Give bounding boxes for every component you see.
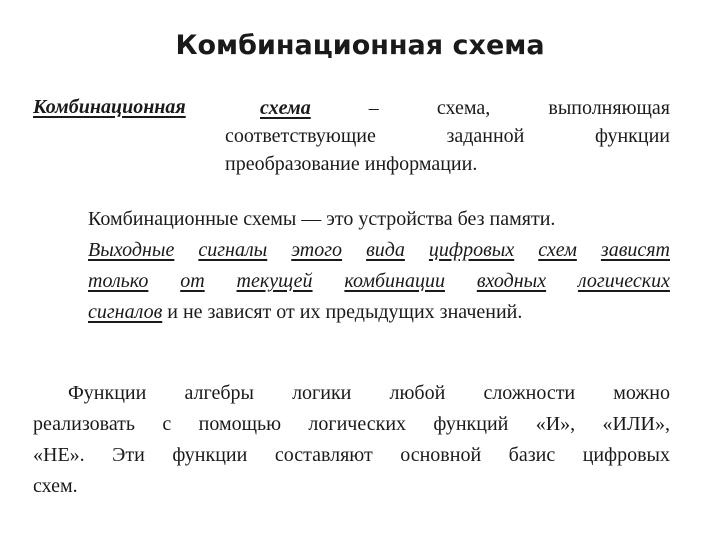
definition-line-3: преобразование информации. — [225, 153, 478, 175]
combinational-word: текущей — [236, 270, 313, 292]
combinational-line-2 — [88, 235, 670, 266]
functions-word: можно — [613, 382, 670, 404]
functions-word: функции — [172, 444, 248, 466]
definition-word: соответствующие — [225, 125, 376, 147]
functions-line-4: схем. — [33, 475, 78, 497]
definition-word: выполняющая — [548, 97, 670, 119]
page-title: Комбинационная схема — [175, 30, 545, 61]
definition-term-text: Комбинационная — [33, 96, 186, 118]
functions-word: функций — [433, 413, 509, 435]
combinational-word: схем — [538, 239, 577, 261]
combinational-word: зависят — [600, 239, 670, 261]
combinational-word: цифровых — [428, 239, 515, 261]
functions-word: реализовать — [33, 413, 136, 435]
functions-word: помощью — [198, 413, 282, 435]
functions-word: логики — [292, 382, 352, 404]
combinational-word: комбинации — [344, 270, 445, 292]
definition-line-1 — [225, 94, 670, 122]
combinational-paragraph — [88, 204, 670, 328]
combinational-word: входных — [476, 270, 547, 292]
functions-line-1 — [33, 378, 670, 409]
combinational-word: Выходные — [88, 239, 175, 261]
combinational-word: этого — [291, 239, 343, 261]
functions-word: сложности — [483, 382, 576, 404]
functions-word: основной — [400, 444, 482, 466]
combinational-line-4 — [88, 297, 670, 328]
functions-word: составляют — [274, 444, 373, 466]
definition-word: схема — [260, 97, 311, 119]
combinational-word: сигналов — [88, 301, 163, 323]
combinational-tail: и не зависят от их предыдущих значений. — [162, 301, 523, 323]
functions-word: «ИЛИ», — [602, 413, 670, 435]
combinational-word: от — [180, 270, 205, 292]
functions-word: «НЕ». — [33, 444, 85, 466]
combinational-word: вида — [366, 239, 405, 261]
functions-line-3 — [33, 440, 670, 471]
functions-word: алгебры — [184, 382, 254, 404]
definition-body — [225, 94, 670, 178]
functions-word: цифровых — [582, 444, 670, 466]
combinational-line-1: Комбинационные схемы — это устройства без памяти. — [88, 208, 556, 230]
combinational-line-3 — [88, 266, 670, 297]
functions-word: базис — [508, 444, 556, 466]
combinational-word: логических — [577, 270, 670, 292]
functions-word: Функции — [68, 382, 147, 404]
functions-paragraph — [33, 378, 670, 502]
functions-word: «И», — [535, 413, 576, 435]
combinational-word: только — [88, 270, 149, 292]
combinational-word: сигналы — [198, 239, 268, 261]
functions-word: с — [162, 413, 172, 435]
definition-line-2 — [225, 122, 670, 150]
functions-word: логических — [308, 413, 407, 435]
functions-word: Эти — [112, 444, 145, 466]
definition-term — [33, 94, 186, 120]
functions-word: любой — [389, 382, 446, 404]
definition-word: заданной — [446, 125, 525, 147]
definition-word: – — [368, 97, 379, 119]
functions-line-2 — [33, 409, 670, 440]
definition-word: схема, — [436, 97, 491, 119]
definition-word: функции — [594, 125, 670, 147]
